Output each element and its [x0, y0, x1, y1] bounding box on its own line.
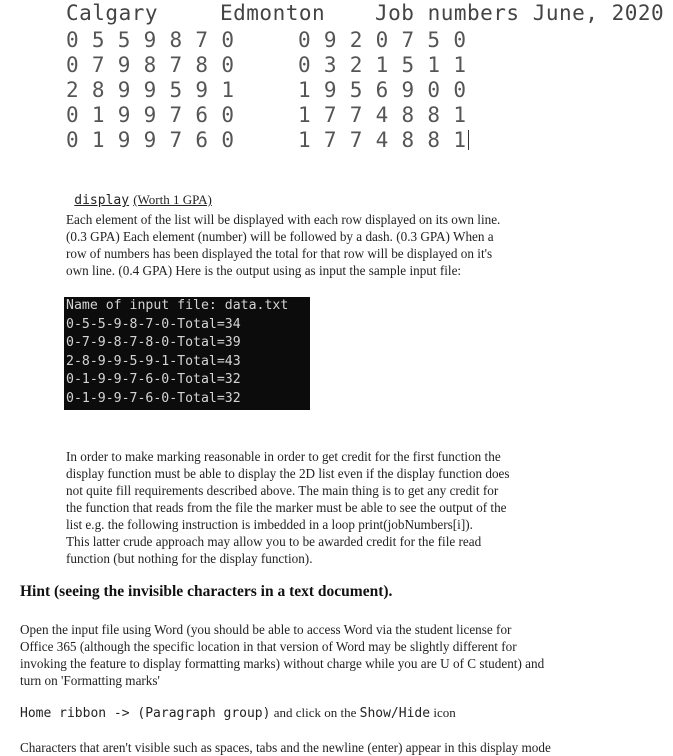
- calgary-row-3: 2 8 9 9 5 9 1: [66, 78, 235, 102]
- console-line: 0-7-9-8-7-8-0-Total=39: [66, 335, 241, 351]
- edmonton-row-5-text: 1 7 7 4 8 8 1: [298, 128, 467, 152]
- edmonton-row-3: 1 9 5 6 9 0 0: [298, 78, 467, 102]
- calgary-row-2: 0 7 9 8 7 8 0: [66, 53, 235, 77]
- header-edmonton: Edmonton: [220, 1, 326, 25]
- note-line: function (but nothing for the display function).: [66, 551, 313, 566]
- note-line: This latter crude approach may allow you to be awarded credit for the file read: [66, 534, 482, 549]
- display-heading: [66, 177, 212, 208]
- description-line: row of numbers has been displayed the total for that row will be displayed on it's: [66, 246, 493, 261]
- display-description: [66, 211, 626, 279]
- console-line: 0-1-9-9-7-6-0-Total=32: [66, 390, 241, 406]
- description-line: own line. (0.4 GPA) Here is the output using as input the sample input file:: [66, 263, 462, 278]
- console-line: 2-8-9-9-5-9-1-Total=43: [66, 353, 241, 369]
- edmonton-row-5: [298, 129, 469, 151]
- text-cursor: [468, 130, 469, 150]
- console-line: Name of input file: data.txt: [66, 298, 289, 313]
- calgary-row-4: 0 1 9 9 7 6 0: [66, 103, 235, 127]
- hint-line: invoking the feature to display formatting marks) without charge while you are U of C student) and: [20, 656, 545, 671]
- invisible-chars-note: Characters that aren't visible such as spaces, tabs and the newline (enter) appear in this display mode: [20, 740, 551, 755]
- hint-line: turn on 'Formatting marks': [20, 673, 160, 688]
- console-line: 0-5-5-9-8-7-0-Total=34: [66, 316, 241, 332]
- marking-note: [66, 448, 626, 567]
- description-line: Each element of the list will be displayed with each row displayed on its own line.: [66, 212, 501, 227]
- note-line: list e.g. the following instruction is imbedded in a loop print(jobNumbers[i]).: [66, 517, 473, 532]
- description-line: (0.3 GPA) Each element (number) will be followed by a dash. (0.3 GPA) When a: [66, 229, 494, 244]
- note-line: display function must be able to display the 2D list even if the display function does: [66, 466, 510, 481]
- ribbon-path: Home ribbon -> (Paragraph group): [20, 706, 271, 721]
- show-hide-button-label: Show/Hide: [359, 706, 431, 721]
- ribbon-tail-1: and click on the: [270, 705, 360, 720]
- note-line: In order to make marking reasonable in order to get credit for the first function the: [66, 449, 501, 464]
- hint-line: Office 365 (although the specific location in that version of Word may be slightly different for: [20, 639, 517, 654]
- display-worth: (Worth 1 GPA): [133, 192, 212, 207]
- ribbon-tail-2: icon: [430, 705, 456, 720]
- calgary-row-5: 0 1 9 9 7 6 0: [66, 128, 235, 152]
- note-line: the function that reads from the file the marker must be able to see the output of the: [66, 500, 507, 515]
- header-calgary: Calgary: [66, 1, 159, 25]
- edmonton-row-1: 0 9 2 0 7 5 0: [298, 28, 467, 52]
- ribbon-instruction: [20, 705, 456, 721]
- edmonton-row-4: 1 7 7 4 8 8 1: [298, 103, 467, 127]
- edmonton-row-2: 0 3 2 1 5 1 1: [298, 53, 467, 77]
- hint-line: Open the input file using Word (you should be able to access Word via the student license for: [20, 622, 512, 637]
- calgary-row-1: 0 5 5 9 8 7 0: [66, 28, 235, 52]
- hint-heading: Hint (seeing the invisible characters in a text document).: [20, 583, 393, 600]
- hint-paragraph: [20, 621, 640, 689]
- console-output: [64, 297, 310, 410]
- console-line: 0-1-9-9-7-6-0-Total=32: [66, 372, 241, 388]
- display-function-link[interactable]: display: [74, 193, 130, 208]
- note-line: not quite fill requirements described above. The main thing is to get any credit for: [66, 483, 499, 498]
- header-title: Job numbers June, 2020: [375, 1, 665, 25]
